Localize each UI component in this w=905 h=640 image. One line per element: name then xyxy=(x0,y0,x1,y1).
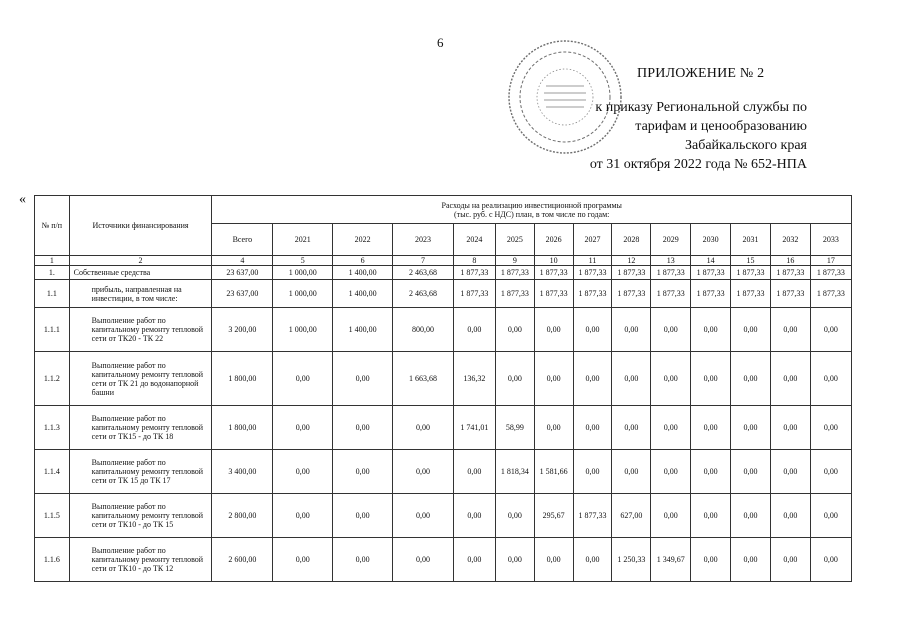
col-number: 1 xyxy=(35,256,70,266)
row-value: 0,00 xyxy=(393,494,454,538)
page-number: 6 xyxy=(437,35,444,50)
row-value: 0,00 xyxy=(810,308,851,352)
row-value: 0,00 xyxy=(333,450,393,494)
row-value: 2 800,00 xyxy=(212,494,273,538)
row-value: 1 877,33 xyxy=(651,266,691,280)
col-number: 12 xyxy=(612,256,651,266)
row-value: 1 877,33 xyxy=(731,280,771,308)
row-value: 0,00 xyxy=(770,538,810,582)
year-header: 2030 xyxy=(691,224,731,256)
row-source: Собственные средства xyxy=(69,266,212,280)
col-number: 14 xyxy=(691,256,731,266)
row-value: 0,00 xyxy=(534,308,573,352)
row-value: 1 800,00 xyxy=(212,352,273,406)
row-value: 1 349,67 xyxy=(651,538,691,582)
row-source: Выполнение работ по капитальному ремонту тепловой сети от ТК 21 до водонапорной башни xyxy=(69,352,212,406)
row-value: 1 400,00 xyxy=(333,266,393,280)
row-value: 1 250,33 xyxy=(612,538,651,582)
row-value: 1 877,33 xyxy=(495,266,534,280)
order-line: Забайкальского края xyxy=(684,138,807,153)
row-number: 1.1.1 xyxy=(35,308,70,352)
row-value: 1 877,33 xyxy=(453,266,495,280)
year-header: 2026 xyxy=(534,224,573,256)
row-value: 0,00 xyxy=(495,352,534,406)
col-number: 16 xyxy=(770,256,810,266)
row-source: Выполнение работ по капитальному ремонту тепловой сети от ТК20 - ТК 22 xyxy=(69,308,212,352)
row-value: 0,00 xyxy=(453,308,495,352)
row-value: 0,00 xyxy=(273,538,333,582)
row-value: 0,00 xyxy=(393,450,454,494)
row-value: 295,67 xyxy=(534,494,573,538)
row-value: 0,00 xyxy=(691,494,731,538)
row-value: 0,00 xyxy=(393,406,454,450)
row-value: 0,00 xyxy=(573,308,612,352)
table-row xyxy=(35,538,852,582)
row-value: 0,00 xyxy=(573,450,612,494)
row-value: 0,00 xyxy=(770,450,810,494)
row-value: 1 877,33 xyxy=(573,266,612,280)
row-value: 2 463,68 xyxy=(393,266,454,280)
col-number: 13 xyxy=(651,256,691,266)
row-value: 23 637,00 xyxy=(212,266,273,280)
expenses-header-line: (тыс. руб. с НДС) план, в том числе по годам: xyxy=(454,209,610,219)
row-value: 1 800,00 xyxy=(212,406,273,450)
row-value: 0,00 xyxy=(495,538,534,582)
row-value: 0,00 xyxy=(651,352,691,406)
row-number: 1. xyxy=(35,266,70,280)
row-value: 800,00 xyxy=(393,308,454,352)
year-header: 2022 xyxy=(333,224,393,256)
col-number: 7 xyxy=(393,256,454,266)
row-value: 0,00 xyxy=(612,308,651,352)
row-source: Выполнение работ по капитальному ремонту тепловой сети от ТК10 - до ТК 12 xyxy=(69,538,212,582)
row-value: 0,00 xyxy=(770,352,810,406)
row-value: 0,00 xyxy=(810,494,851,538)
row-value: 0,00 xyxy=(612,450,651,494)
col-number: 17 xyxy=(810,256,851,266)
row-value: 0,00 xyxy=(453,538,495,582)
row-value: 0,00 xyxy=(573,352,612,406)
header-row xyxy=(35,196,852,224)
row-value: 0,00 xyxy=(612,406,651,450)
row-value: 1 877,33 xyxy=(651,280,691,308)
row-value: 1 877,33 xyxy=(612,280,651,308)
row-value: 0,00 xyxy=(273,494,333,538)
col-number: 6 xyxy=(333,256,393,266)
row-value: 0,00 xyxy=(770,406,810,450)
row-number: 1.1.2 xyxy=(35,352,70,406)
row-value: 58,99 xyxy=(495,406,534,450)
row-value: 2 463,68 xyxy=(393,280,454,308)
row-value: 1 400,00 xyxy=(333,280,393,308)
col-source-header: Источники финансирования xyxy=(69,196,212,256)
row-value: 0,00 xyxy=(731,450,771,494)
row-value: 0,00 xyxy=(770,494,810,538)
row-value: 0,00 xyxy=(573,538,612,582)
row-value: 0,00 xyxy=(534,352,573,406)
investment-table xyxy=(34,195,852,582)
row-value: 0,00 xyxy=(333,352,393,406)
row-source: Выполнение работ по капитальному ремонту тепловой сети от ТК15 - до ТК 18 xyxy=(69,406,212,450)
row-number: 1.1.3 xyxy=(35,406,70,450)
row-value: 0,00 xyxy=(810,538,851,582)
table-row xyxy=(35,406,852,450)
row-value: 136,32 xyxy=(453,352,495,406)
row-number: 1.1 xyxy=(35,280,70,308)
row-value: 2 600,00 xyxy=(212,538,273,582)
table-row xyxy=(35,494,852,538)
row-value: 0,00 xyxy=(333,538,393,582)
row-value: 0,00 xyxy=(333,494,393,538)
row-value: 0,00 xyxy=(273,352,333,406)
row-source: Выполнение работ по капитальному ремонту тепловой сети от ТК10 - до ТК 15 xyxy=(69,494,212,538)
row-value: 1 877,33 xyxy=(612,266,651,280)
row-value: 0,00 xyxy=(573,406,612,450)
col-no-header: № п/п xyxy=(35,196,70,256)
appendix-title: ПРИЛОЖЕНИЕ № 2 xyxy=(637,66,765,81)
appendix-order-reference xyxy=(590,98,807,174)
col-number: 2 xyxy=(69,256,212,266)
order-line: к приказу Региональной службы по xyxy=(595,100,807,115)
year-header: 2025 xyxy=(495,224,534,256)
table-row xyxy=(35,266,852,280)
row-value: 1 877,33 xyxy=(573,280,612,308)
year-header: 2024 xyxy=(453,224,495,256)
row-value: 0,00 xyxy=(333,406,393,450)
col-number: 8 xyxy=(453,256,495,266)
row-value: 0,00 xyxy=(731,308,771,352)
row-value: 1 877,33 xyxy=(731,266,771,280)
row-value: 627,00 xyxy=(612,494,651,538)
col-number: 10 xyxy=(534,256,573,266)
year-header: 2027 xyxy=(573,224,612,256)
row-source: прибыль, направленная на инвестиции, в том числе: xyxy=(69,280,212,308)
row-value: 0,00 xyxy=(534,538,573,582)
order-line: тарифам и ценообразованию xyxy=(635,119,807,134)
year-header: 2023 xyxy=(393,224,454,256)
row-value: 0,00 xyxy=(691,450,731,494)
row-value: 0,00 xyxy=(731,494,771,538)
row-number: 1.1.5 xyxy=(35,494,70,538)
row-value: 0,00 xyxy=(495,308,534,352)
opening-quote: « xyxy=(19,192,26,207)
row-value: 0,00 xyxy=(393,538,454,582)
row-value: 0,00 xyxy=(453,450,495,494)
row-value: 1 000,00 xyxy=(273,266,333,280)
row-value: 0,00 xyxy=(731,538,771,582)
row-value: 1 400,00 xyxy=(333,308,393,352)
row-value: 1 877,33 xyxy=(534,266,573,280)
row-value: 0,00 xyxy=(731,406,771,450)
row-value: 1 877,33 xyxy=(810,280,851,308)
year-header: 2031 xyxy=(731,224,771,256)
col-number: 9 xyxy=(495,256,534,266)
row-value: 1 877,33 xyxy=(770,280,810,308)
row-value: 0,00 xyxy=(534,406,573,450)
year-header: 2033 xyxy=(810,224,851,256)
row-value: 0,00 xyxy=(651,308,691,352)
row-value: 1 877,33 xyxy=(691,266,731,280)
row-value: 0,00 xyxy=(810,406,851,450)
row-value: 0,00 xyxy=(273,406,333,450)
row-value: 0,00 xyxy=(651,406,691,450)
col-number: 15 xyxy=(731,256,771,266)
row-value: 0,00 xyxy=(495,494,534,538)
row-value: 0,00 xyxy=(770,308,810,352)
row-source: Выполнение работ по капитальному ремонту тепловой сети от ТК 15 до ТК 17 xyxy=(69,450,212,494)
expenses-header-line: Расходы на реализацию инвестиционной программы xyxy=(441,200,622,210)
row-value: 0,00 xyxy=(810,352,851,406)
row-value: 0,00 xyxy=(651,494,691,538)
row-value: 23 637,00 xyxy=(212,280,273,308)
expenses-header xyxy=(212,196,852,224)
row-value: 1 663,68 xyxy=(393,352,454,406)
row-value: 3 200,00 xyxy=(212,308,273,352)
row-value: 1 877,33 xyxy=(573,494,612,538)
row-value: 0,00 xyxy=(651,450,691,494)
row-value: 1 877,33 xyxy=(495,280,534,308)
col-number: 11 xyxy=(573,256,612,266)
table-row xyxy=(35,308,852,352)
row-value: 1 877,33 xyxy=(691,280,731,308)
row-number: 1.1.4 xyxy=(35,450,70,494)
row-value: 1 877,33 xyxy=(534,280,573,308)
table-row xyxy=(35,352,852,406)
row-value: 1 581,66 xyxy=(534,450,573,494)
row-value: 1 877,33 xyxy=(810,266,851,280)
row-value: 0,00 xyxy=(691,406,731,450)
year-header: 2032 xyxy=(770,224,810,256)
row-value: 1 877,33 xyxy=(770,266,810,280)
row-value: 1 818,34 xyxy=(495,450,534,494)
year-header: 2028 xyxy=(612,224,651,256)
order-line: от 31 октября 2022 года № 652-НПА xyxy=(589,157,807,172)
col-number: 5 xyxy=(273,256,333,266)
year-header: 2021 xyxy=(273,224,333,256)
row-value: 1 877,33 xyxy=(453,280,495,308)
table-row xyxy=(35,280,852,308)
year-header: Всего xyxy=(212,224,273,256)
row-value: 0,00 xyxy=(691,538,731,582)
row-value: 3 400,00 xyxy=(212,450,273,494)
row-value: 0,00 xyxy=(273,450,333,494)
row-number: 1.1.6 xyxy=(35,538,70,582)
col-number: 4 xyxy=(212,256,273,266)
table-row xyxy=(35,450,852,494)
row-value: 0,00 xyxy=(453,494,495,538)
row-value: 0,00 xyxy=(691,308,731,352)
row-value: 1 000,00 xyxy=(273,280,333,308)
column-number-row xyxy=(35,256,852,266)
row-value: 1 741,01 xyxy=(453,406,495,450)
row-value: 1 000,00 xyxy=(273,308,333,352)
row-value: 0,00 xyxy=(731,352,771,406)
year-header: 2029 xyxy=(651,224,691,256)
row-value: 0,00 xyxy=(612,352,651,406)
row-value: 0,00 xyxy=(691,352,731,406)
row-value: 0,00 xyxy=(810,450,851,494)
